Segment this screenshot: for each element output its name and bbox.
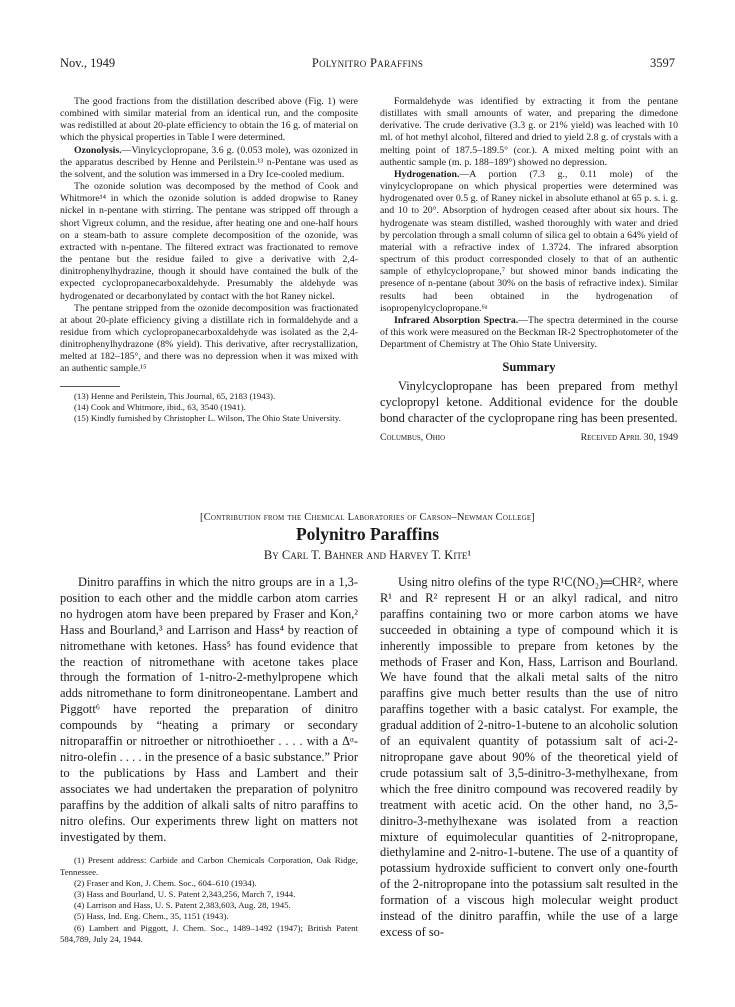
paragraph-hydrogenation [380,169,678,315]
footnote-6: (6) Lambert and Piggott, J. Chem. Soc., 1489–1492 (1947); British Patent 584,789, July 24, 1944. [60,922,358,944]
header-page-number: 3597 [650,56,675,70]
header-running-title: Polynitro Paraffins [311,56,424,70]
top-right-column [380,96,678,446]
signature-row [380,432,678,446]
bottom-right-column [380,575,678,941]
footnotes [60,855,358,945]
bottom-left-column [60,575,358,945]
footnotes [60,386,358,425]
article-authors: By Carl T. Bahner and Harvey T. Kite¹ [263,548,472,562]
paragraph-text: —The spectra determined in the course of this work were measured on the Beckman IR-2 Spectrophotometer of the Department of Chemistry at The Ohio State University. [380,314,678,351]
paragraph: Dinitro paraffins in which the nitro groups are in a 1,3-position to each other and the middle carbon atom carries no hydrogen atom have been prepared by Fraser and Kon,² Hass and Bourland,³ and Larrison and Hass⁴ by reaction of nitromethane with ketones. Hass⁵ has found evidence that the reaction of nitromethane with acetone takes place through the formation of 1-nitro-2-methylpropene which adds nitromethane to form dinitroneopentane. Lambert and Piggott⁶ have reported the preparation of dinitro compounds by “heating a primary or secondary nitroparaffin or nitroether or nitrothioether . . . . with a Δᵅ-nitro-olefin . . . . in the presence of a basic substance.” Prior to the publications by Hass and Lambert and their associates we had undertaken the preparation of polynitro paraffins by the addition of alkali salts of nitro paraffins to nitro olefins. Our experiments threw light on matters not investigated by them. [60,575,358,844]
footnote-13: (13) Henne and Perilstein, This Journal, 65, 2183 (1943). [74,390,276,401]
paragraph-infrared [380,315,678,351]
paragraph-text: —A portion (7.3 g., 0.11 mole) of the vinylcyclopropane on which physical properties were determined was hydrogenated over 0.5 g. of Raney nickel in absolute ethanol at 65 p. s. i. g. and 10 to 20°. Absorption of hydrogen ceased after about six hours. The hydrogenate was steam distilled, washed thoroughly with water and dried by percolation through a small column of silica gel to obtain a 64% yield of material with a refractive index of 1.3724. The infrared absorption spectrum of this product corresponded closely to that of an authentic sample of ethylcyclopropane,⁷ but showed minor bands indicating the presence of n-pentane (about 30% on the basis of refractive index). Similar results had been obtained in the hydrogenation of isopropenylcyclopropane.⁶ᵃ [380,168,678,314]
location: Columbus, Ohio [380,432,446,444]
paragraph-ozonolysis [60,145,358,181]
footnote-3: (3) Hass and Bourland, U. S. Patent 2,343,256, March 7, 1944. [74,889,296,900]
paragraph: The pentane stripped from the ozonide decomposition was fractionated at about 20-plate efficiency giving a distillate rich in formaldehyde and a residue from which cyclopropanecarboxaldehyde was isolated as the 2,4-dinitrophenylhydrazone (8% yield). This derivative, after recrystallization, melted at 182–185°, and there was no depression when it was mixed with an authentic sample.¹⁵ [60,302,358,375]
footnote-5: (5) Hass, Ind. Eng. Chem., 35, 1151 (1943). [74,911,229,922]
run-in-heading: Infrared Absorption Spectra. [394,314,519,326]
run-in-heading: Ozonolysis. [74,144,122,156]
footnote-15: (15) Kindly furnished by Christopher L. Wilson, The Ohio State University. [74,413,341,423]
header-date: Nov., 1949 [60,56,116,70]
top-left-column [60,96,358,424]
contribution-line: [Contribution from the Chemical Laboratories of Carson–Newman College] [200,512,535,523]
received-date: Received April 30, 1949 [580,432,678,444]
paragraph: The good fractions from the distillation described above (Fig. 1) were combined with similar material from an identical run, and the composite was redistilled at about 20-plate efficiency to obtain the 16 g. of material on which the physical properties in Table I were determined. [60,96,358,144]
footnote-1: (1) Present address: Carbide and Carbon Chemicals Corporation, Oak Ridge, Tennessee. [60,855,358,877]
footnote-14: (14) Cook and Whitmore, ibid., 63, 3540 (1941). [74,401,246,412]
footnote-2: (2) Fraser and Kon, J. Chem. Soc., 604–610 (1934). [74,877,257,888]
summary-heading: Summary [502,360,556,375]
paragraph-text: —Vinylcyclopropane, 3.6 g. (0.053 mole), was ozonized in the apparatus described by Henne and Perilstein.¹³ n-Pentane was used as the solvent, and the solution was immersed in a Dry Ice-cooled medium. [60,144,358,180]
footnote-4: (4) Larrison and Hass, U. S. Patent 2,383,603, Aug. 28, 1945. [74,900,291,911]
paragraph: The ozonide solution was decomposed by the method of Cook and Whitmore¹⁴ in which the ozonide solution is added dropwise to Raney nickel in n-pentane with stirring. The pentane was stripped off through a short Vigreux column, and the residue, after heating one and one-half hours on a steam-bath to assure complete decomposition of the ozonide, was extracted with n-pentane. The filtered extract was fractionated to remove the pentane but the residue failed to give a derivative with 2,4-dinitrophenylhydrazine, though it should have contained the bulk of the expected cyclopropanecarboxaldehyde. Presumably the aldehyde was hydrogenated or decarbonylated by contact with the hot Raney nickel. [60,181,358,302]
article-title: Polynitro Paraffins [295,524,440,544]
paragraph: Formaldehyde was identified by extracting it from the pentane distillates with small amounts of water, and preparing the dimedone derivative. The crude derivative (3.3 g. or 21% yield) was leached with 10 ml. of hot methyl alcohol, filtered and dried to yield 2.8 g. of crystals with a melting point of 187.5–189.5° (cor.). A mixed melting point with an authentic sample (m. p. 188–189°) showed no depression. [380,96,678,168]
paragraph: Using nitro olefins of the type R¹C(NO₂)═CHR², where R¹ and R² represent H or an alkyl radical, and nitro paraffins containing two or more carbon atoms we have succeeded in obtaining a type of compound which it is inherently impossible to prepare from ketones by the methods of Fraser and Kon, Hass, Larrison and Bourland. We have found that the alkali metal salts of the nitro paraffins give much better results than the use of nitro paraffins together with a basic catalyst. For example, the gradual addition of 2-nitro-1-butene to an alcoholic solution of an equivalent quantity of potassium salt of aci-2-nitropropane gave about 90% of the theoretical yield of crude potassium salt of 3,5-dinitro-3-methylhexane, from which the free dinitro compound was recovered readily by treatment with acetic acid. On the other hand, no 3,5-dinitro-3-methylhexane was isolated from a reaction mixture of equimolecular quantities of 2-nitropropane, diethylamine and 2-nitro-1-butene. The use of a quantity of potassium hydroxide sufficient to convert only one-fourth of the 2-nitropropane into the potassium salt resulted in the formation of a viscous high molecular weight product instead of the dinitro paraffin, while the use of a large excess of so- [380,575,678,939]
summary-text: Vinylcyclopropane has been prepared from methyl cyclopropyl ketone. Additional evidence for the double bond character of the cyclopropane ring has been presented. [380,379,678,425]
page-header [60,56,675,72]
footnote-rule [60,386,120,387]
run-in-heading: Hydrogenation. [394,168,460,180]
